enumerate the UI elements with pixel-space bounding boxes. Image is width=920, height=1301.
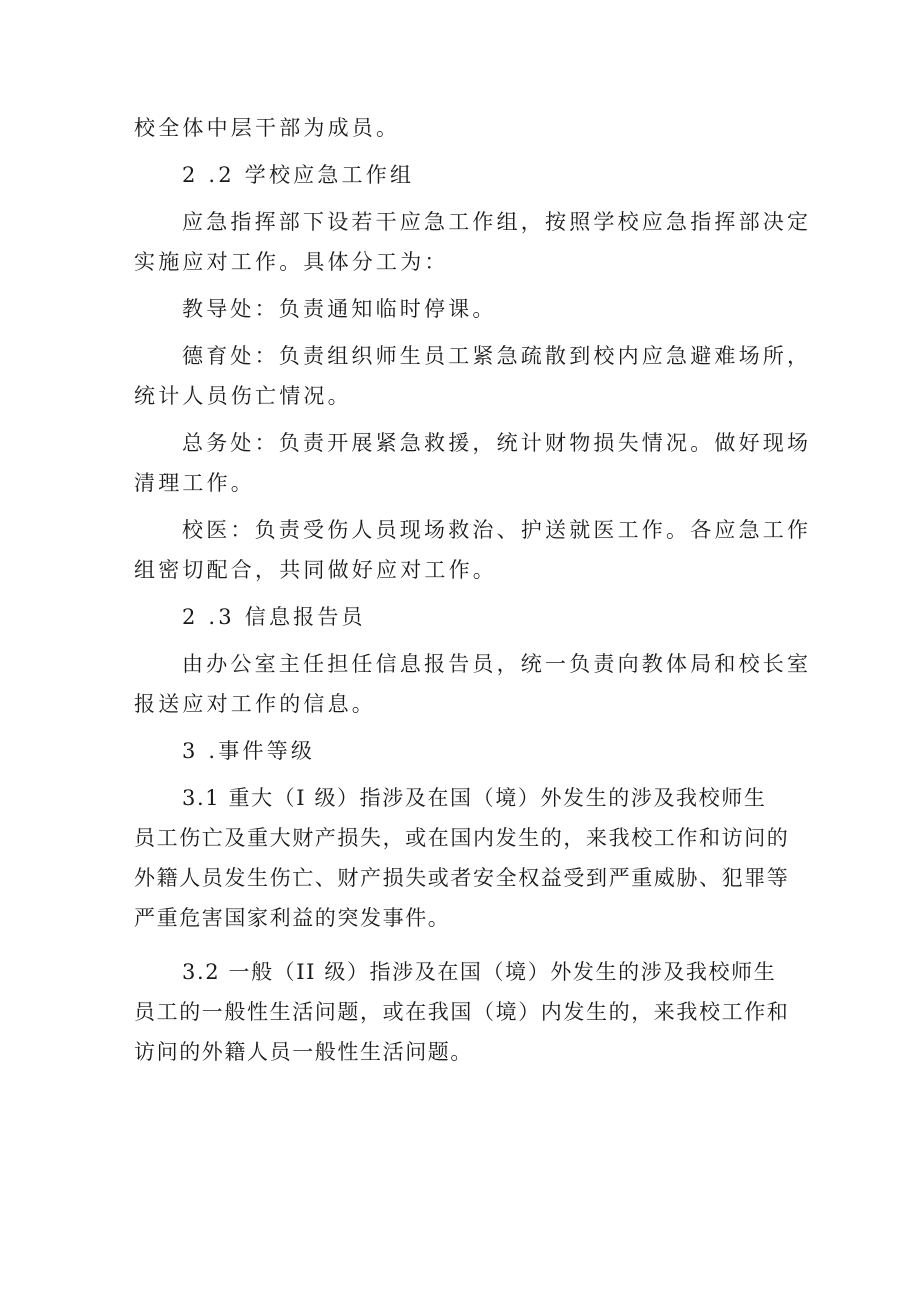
text-line: 由办公室主任担任信息报告员，统一负责向教体局和校长室: [182, 652, 812, 676]
text-line: 3.1 重大（I 级）指涉及在国（境）外发生的涉及我校师生: [182, 786, 767, 810]
paragraph-moral-office: [134, 336, 812, 416]
text-line: 2 .3 信息报告员: [182, 605, 366, 629]
paragraph-general-affairs: [134, 423, 812, 503]
paragraph-info-reporter: [134, 644, 812, 724]
text-line: 2 .2 学校应急工作组: [182, 163, 415, 187]
text-line: 总务处：负责开展紧急救援，统计财物损失情况。做好现场: [182, 431, 812, 455]
paragraph-workgroups: [134, 202, 812, 282]
text-line: 应急指挥部下设若干应急工作组，按照学校应急指挥部决定: [182, 210, 812, 234]
text-line: 员工的一般性生活问题，或在我国（境）内发生的，来我校工作和: [134, 1000, 790, 1024]
text-line: 统计人员伤亡情况。: [134, 384, 352, 408]
text-line: 教导处：负责通知临时停课。: [182, 297, 497, 321]
text-line: 外籍人员发生伤亡、财产损失或者安全权益受到严重威胁、犯罪等: [134, 866, 790, 890]
paragraph-members: [134, 108, 794, 148]
paragraph-level-major: [134, 778, 794, 938]
heading-2-2: [134, 155, 794, 195]
text-line: 组密切配合，共同做好应对工作。: [134, 558, 497, 582]
text-line: 3.2 一般（II 级）指涉及在国（境）外发生的涉及我校师生: [182, 960, 777, 984]
heading-3: [134, 731, 794, 771]
paragraph-school-doctor: [134, 510, 812, 590]
text-line: 校医：负责受伤人员现场救治、护送就医工作。各应急工作: [182, 518, 812, 542]
heading-2-3: [134, 597, 794, 637]
text-line: 德育处：负责组织师生员工紧急疏散到校内应急避难场所，: [182, 344, 812, 368]
text-line: 访问的外籍人员一般性生活问题。: [134, 1040, 473, 1064]
text-line: 3 .事件等级: [182, 739, 316, 763]
text-line: 严重危害国家利益的突发事件。: [134, 906, 451, 930]
text-line: 实施应对工作。具体分工为：: [134, 250, 449, 274]
text-line: 报送应对工作的信息。: [134, 692, 376, 716]
text-line: 员工伤亡及重大财产损失，或在国内发生的，来我校工作和访问的: [134, 826, 790, 850]
paragraph-level-general: [134, 952, 794, 1072]
text-line: 清理工作。: [134, 471, 255, 495]
text-line: 校全体中层干部为成员。: [134, 116, 401, 140]
paragraph-teaching-office: [134, 289, 794, 329]
